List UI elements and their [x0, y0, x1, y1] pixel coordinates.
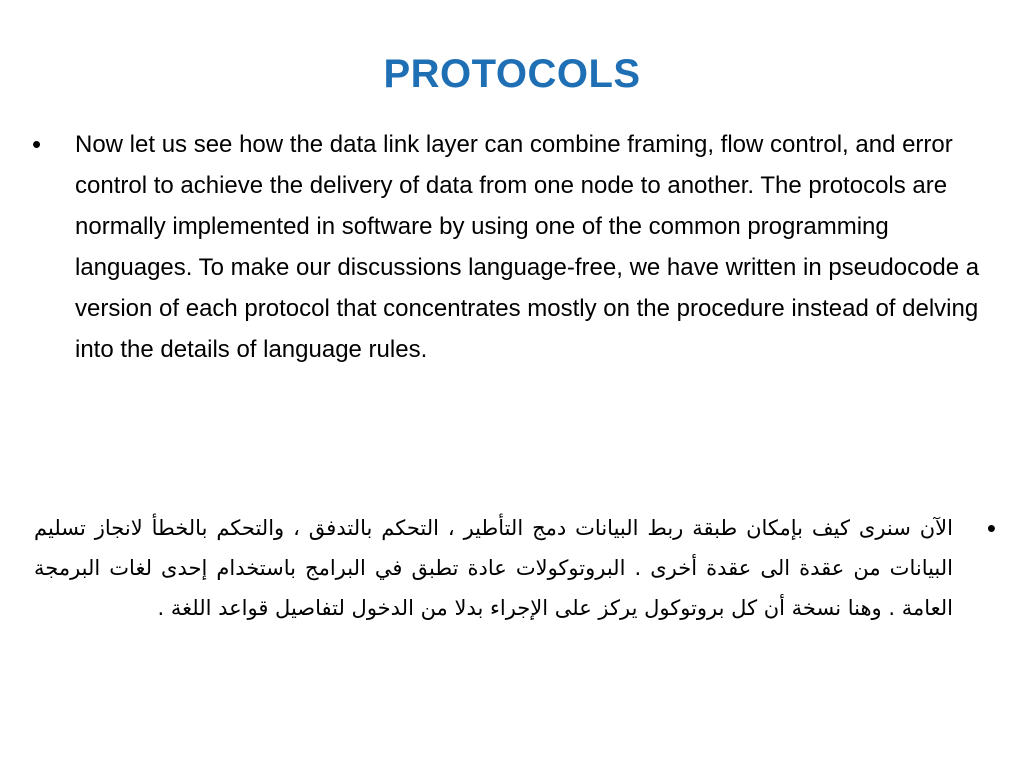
bullet-text-arabic: الآن سنرى كيف بإمكان طبقة ربط البيانات دمج التأطير ، التحكم بالتدفق ، والتحكم بالخطأ لانجاز تسليم البيانات من عقدة الى عقدة أخرى . البروتوكولات عادة تطبق في البرامج باستخدام إحدى لغات البرمجة العامة . وهنا نسخة أن كل بروتوكول يركز على الإجراء بدلا من الدخول لتفاصيل قواعد اللغة . — [34, 516, 953, 620]
bullet-item-english — [32, 124, 992, 370]
bullet-marker: • — [32, 129, 42, 159]
bullet-marker: • — [986, 513, 996, 543]
slide-title: PROTOCOLS — [383, 52, 641, 96]
bullet-text-english: Now let us see how the data link layer can combine framing, flow control, and error control to achieve the delivery of data from one node to another. The protocols are normally implemented in software by using one of the common programming languages. To make our discussions language-free, we have written in pseudocode a version of each protocol that concentrates mostly on the procedure instead of delving into the details of language rules. — [75, 131, 980, 363]
bullet-item-arabic — [34, 508, 996, 628]
